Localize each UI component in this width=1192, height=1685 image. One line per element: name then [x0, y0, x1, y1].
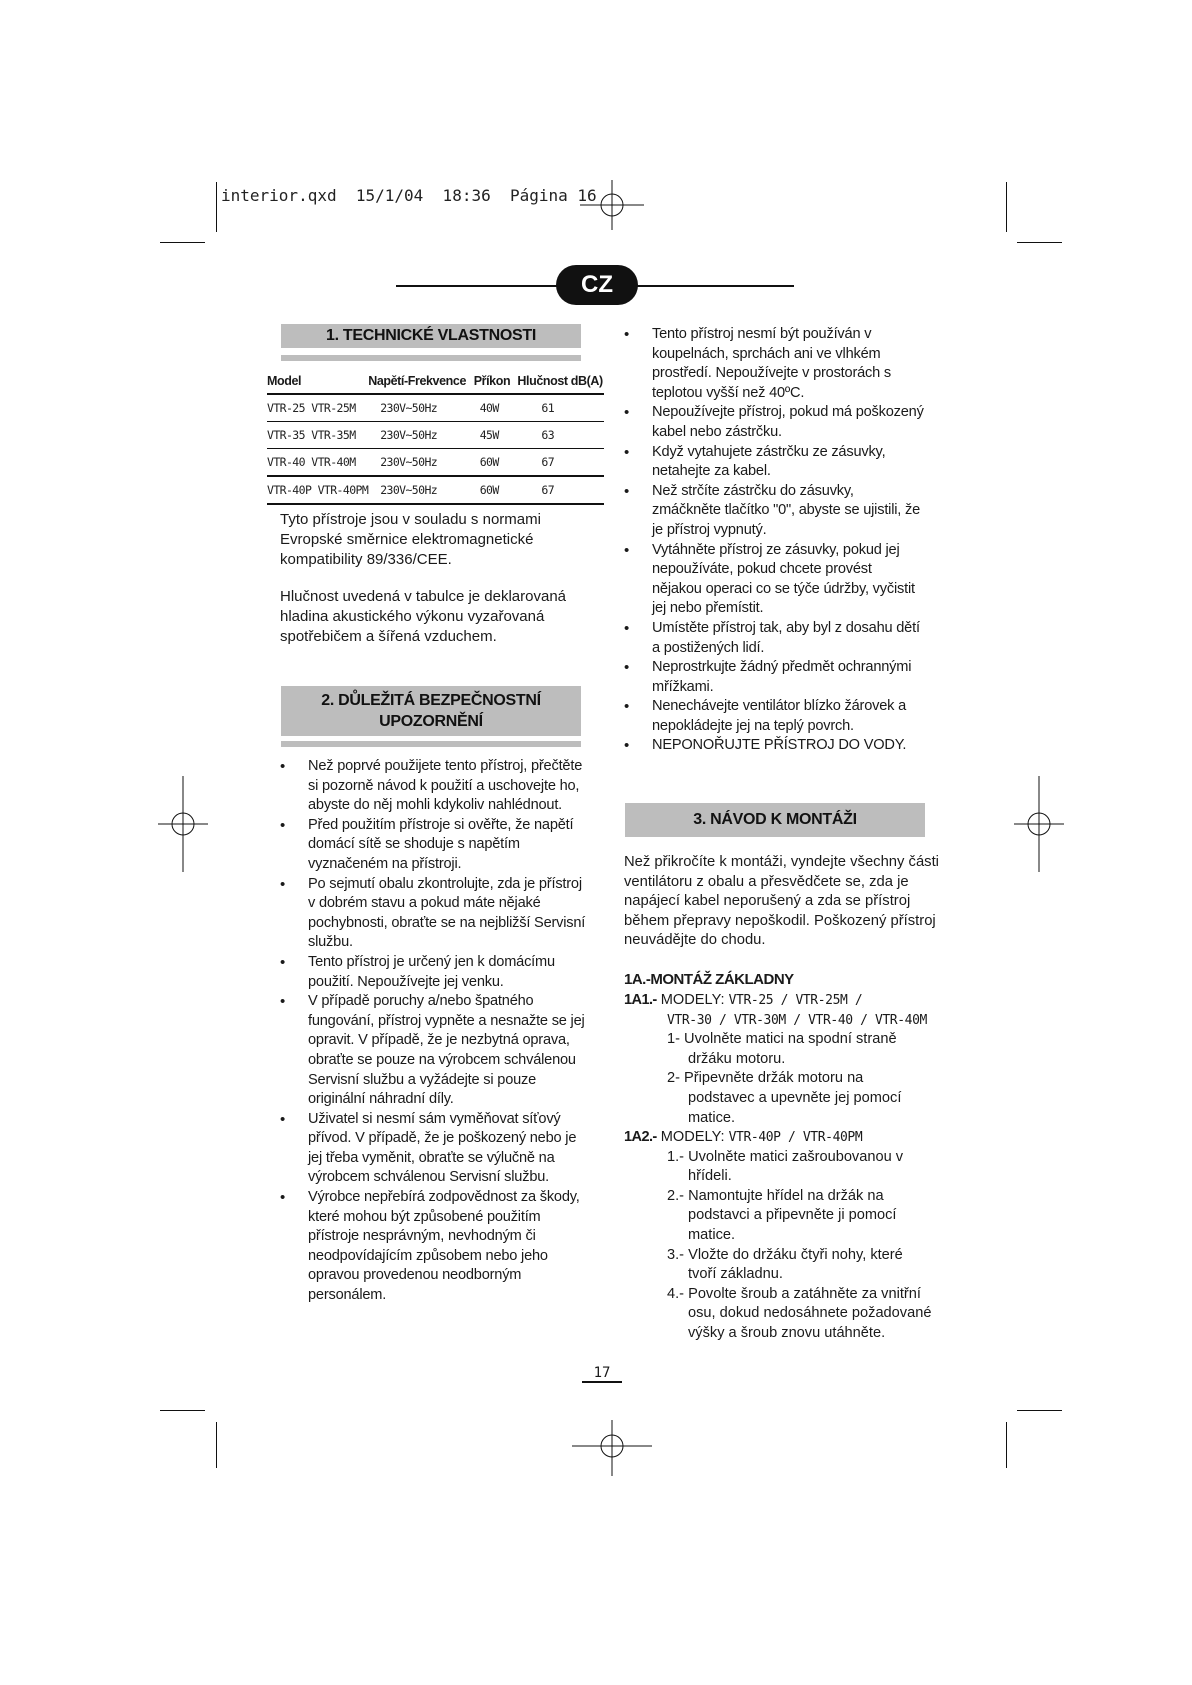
cell-noise: 63	[517, 422, 604, 449]
list-item: • Uživatel si nesmí sám vyměňovat síťový přívod. V případě, že je poškozený nebo je jej třeba vyměnit, obraťte se výlučně na výrobcem schválenou Servisní službu.	[280, 1110, 586, 1188]
models-list-line2: VTR-30 / VTR-30M / VTR-40 / VTR-40M	[667, 1012, 927, 1028]
cell-voltage: 230V~50Hz	[368, 422, 474, 449]
step-label-1a1: 1A1.-	[624, 992, 657, 1008]
crop-mark-top-left-h	[160, 242, 205, 243]
assembly-1a2	[624, 1128, 954, 1344]
language-rule-left	[396, 285, 560, 287]
print-slug: interior.qxd 15/1/04 18:36 Página 16	[221, 186, 597, 205]
registration-mark-right	[1014, 776, 1064, 872]
language-rule-right	[634, 285, 794, 287]
models-prefix: MODELY:	[660, 992, 729, 1008]
list-item: • Když vytahujete zástrčku ze zásuvky, netahejte za kabel.	[624, 443, 924, 482]
table-row	[267, 476, 604, 504]
cell-noise: 61	[517, 394, 604, 422]
col-header-power: Příkon	[474, 370, 518, 394]
models-prefix: MODELY:	[660, 1129, 729, 1145]
crop-mark-top-right-v	[1006, 182, 1007, 232]
list-item: • Výrobce nepřebírá zodpovědnost za škody, které mohou být způsobené použitím přístroje nesprávným, nevhodným či neodpovídajícím způsobem nebo jeho opravou provedenou neodborným personálem.	[280, 1188, 586, 1306]
list-item: 3.- Vložte do držáku čtyři nohy, které tvoří základnu.	[667, 1246, 903, 1283]
page-number: 17	[582, 1365, 622, 1383]
crop-mark-bottom-right-h	[1017, 1410, 1062, 1411]
safety-list-right	[624, 325, 924, 756]
list-item: 2.- Namontujte hřídel na držák na podstavci a připevněte ji pomocí matice.	[667, 1187, 897, 1243]
col-header-voltage: Napětí-Frekvence	[368, 370, 474, 394]
models-list: VTR-40P / VTR-40PM	[728, 1130, 863, 1145]
list-item: • V případě poruchy a/nebo špatného fungování, přístroj vypněte a nesnažte se jej opravit. V případě, že je nezbytná oprava, obraťte se pouze na výrobcem schválenou Servisní službu a vyžádejte si pouze originální náhradní díly.	[280, 992, 586, 1110]
cell-power: 60W	[474, 449, 518, 477]
cell-model: VTR-25 VTR-25M	[267, 394, 368, 422]
list-item: • Tento přístroj je určený jen k domácímu použití. Nepoužívejte jej venku.	[280, 953, 586, 992]
col-header-model: Model	[267, 370, 368, 394]
list-item: • Umístěte přístroj tak, aby byl z dosahu dětí a postižených lidí.	[624, 619, 924, 658]
crop-mark-top-left-v	[216, 182, 217, 232]
cell-noise: 67	[517, 449, 604, 477]
safety-list-left	[280, 757, 586, 1306]
cell-power: 40W	[474, 394, 518, 422]
emc-compliance-paragraph: Tyto přístroje jsou v souladu s normami Evropské směrnice elektromagnetické kompatibility 89/336/CEE.	[280, 511, 541, 568]
section1-heading: 1. TECHNICKÉ VLASTNOSTI	[281, 324, 581, 348]
registration-mark-top	[570, 180, 654, 230]
cell-model: VTR-35 VTR-35M	[267, 422, 368, 449]
table-row	[267, 449, 604, 477]
cell-power: 45W	[474, 422, 518, 449]
table-row	[267, 394, 604, 422]
table-row	[267, 422, 604, 449]
spec-table	[267, 370, 604, 505]
cell-voltage: 230V~50Hz	[368, 476, 474, 504]
list-item: • Vytáhněte přístroj ze zásuvky, pokud jej nepoužíváte, pokud chcete provést nějakou operaci co se týče údržby, vyčistit jej nebo přemístit.	[624, 541, 924, 619]
list-item: 4.- Povolte šroub a zatáhněte za vnitřní osu, dokud nedosáhnete požadované výšky a šroub znovu utáhněte.	[667, 1285, 932, 1341]
section2-heading-underline	[281, 741, 581, 747]
list-item: 1- Uvolněte matici na spodní straně držáku motoru.	[667, 1031, 897, 1067]
assembly-intro-paragraph: Než přikročíte k montáži, vyndejte všechny části ventilátoru z obalu a přesvědčete se, zda je napájecí kabel neporušený a zda se přístroj během přepravy nepoškodil. Poškozený přístroj neuvádějte do chodu.	[624, 854, 939, 949]
list-item: • NEPONOŘUJTE PŘÍSTROJ DO VODY.	[624, 736, 924, 756]
list-item: • Nepoužívejte přístroj, pokud má poškozený kabel nebo zástrčku.	[624, 403, 924, 442]
cell-model: VTR-40P VTR-40PM	[267, 476, 368, 504]
section3-heading: 3. NÁVOD K MONTÁŽI	[625, 803, 925, 837]
list-item: 2- Připevněte držák motoru na podstavec a upevněte jej pomocí matice.	[667, 1070, 902, 1126]
col-header-noise: Hlučnost dB(A)	[517, 370, 604, 394]
list-item: • Než poprvé použijete tento přístroj, přečtěte si pozorně návod k použití a uschovejte ho, abyste do něj mohli kdykoliv nahlédnout.	[280, 757, 586, 816]
noise-declaration-paragraph: Hlučnost uvedená v tabulce je deklarovaná hladina akustického výkonu vyzařovaná spotřebičem a šířená vzduchem.	[280, 588, 567, 645]
list-item: • Po sejmutí obalu zkontrolujte, zda je přístroj v dobrém stavu a pokud máte nějaké pochybnosti, obraťte se na nejbližší Servisní službu.	[280, 875, 586, 953]
cell-voltage: 230V~50Hz	[368, 394, 474, 422]
models-list-line1: VTR-25 / VTR-25M /	[728, 993, 863, 1008]
registration-mark-left	[158, 776, 208, 872]
list-item: • Neprostrkujte žádný předmět ochrannými mřížkami.	[624, 658, 924, 697]
section2-heading-line1: 2. DŮLEŽITÁ BEZPEČNOSTNÍ	[321, 692, 541, 709]
cell-noise: 67	[517, 476, 604, 504]
crop-mark-bottom-left-v	[216, 1422, 217, 1468]
cell-voltage: 230V~50Hz	[368, 449, 474, 477]
crop-mark-top-right-h	[1017, 242, 1062, 243]
language-badge: CZ	[556, 265, 638, 305]
spec-table-header-row	[267, 370, 604, 394]
assembly-1a1	[624, 991, 954, 1128]
list-item: • Před použitím přístroje si ověřte, že napětí domácí sítě se shoduje s napětím vyznačeném na přístroji.	[280, 816, 586, 875]
step-label-1a2: 1A2.-	[624, 1129, 657, 1145]
section2-heading-line2: UPOZORNĚNÍ	[379, 713, 483, 730]
section2-heading	[281, 686, 581, 736]
cell-model: VTR-40 VTR-40M	[267, 449, 368, 477]
section1-heading-underline	[281, 355, 581, 361]
list-item: 1.- Uvolněte matici zašroubovanou v hřídeli.	[667, 1148, 904, 1185]
base-assembly-title: 1A.-MONTÁŽ ZÁKLADNY	[624, 971, 794, 988]
cell-power: 60W	[474, 476, 518, 504]
crop-mark-bottom-left-h	[160, 1410, 205, 1411]
registration-mark-bottom	[566, 1420, 658, 1476]
list-item: • Nenechávejte ventilátor blízko žárovek a nepokládejte jej na teplý povrch.	[624, 697, 924, 736]
crop-mark-bottom-right-v	[1006, 1422, 1007, 1468]
list-item: • Než strčíte zástrčku do zásuvky, zmáčkněte tlačítko "0", abyste se ujistili, že je přístroj vypnutý.	[624, 482, 924, 541]
list-item: • Tento přístroj nesmí být používán v koupelnách, sprchách ani ve vlhkém prostředí. Nepoužívejte v prostorách s teplotou vyšší než 40ºC.	[624, 325, 924, 403]
